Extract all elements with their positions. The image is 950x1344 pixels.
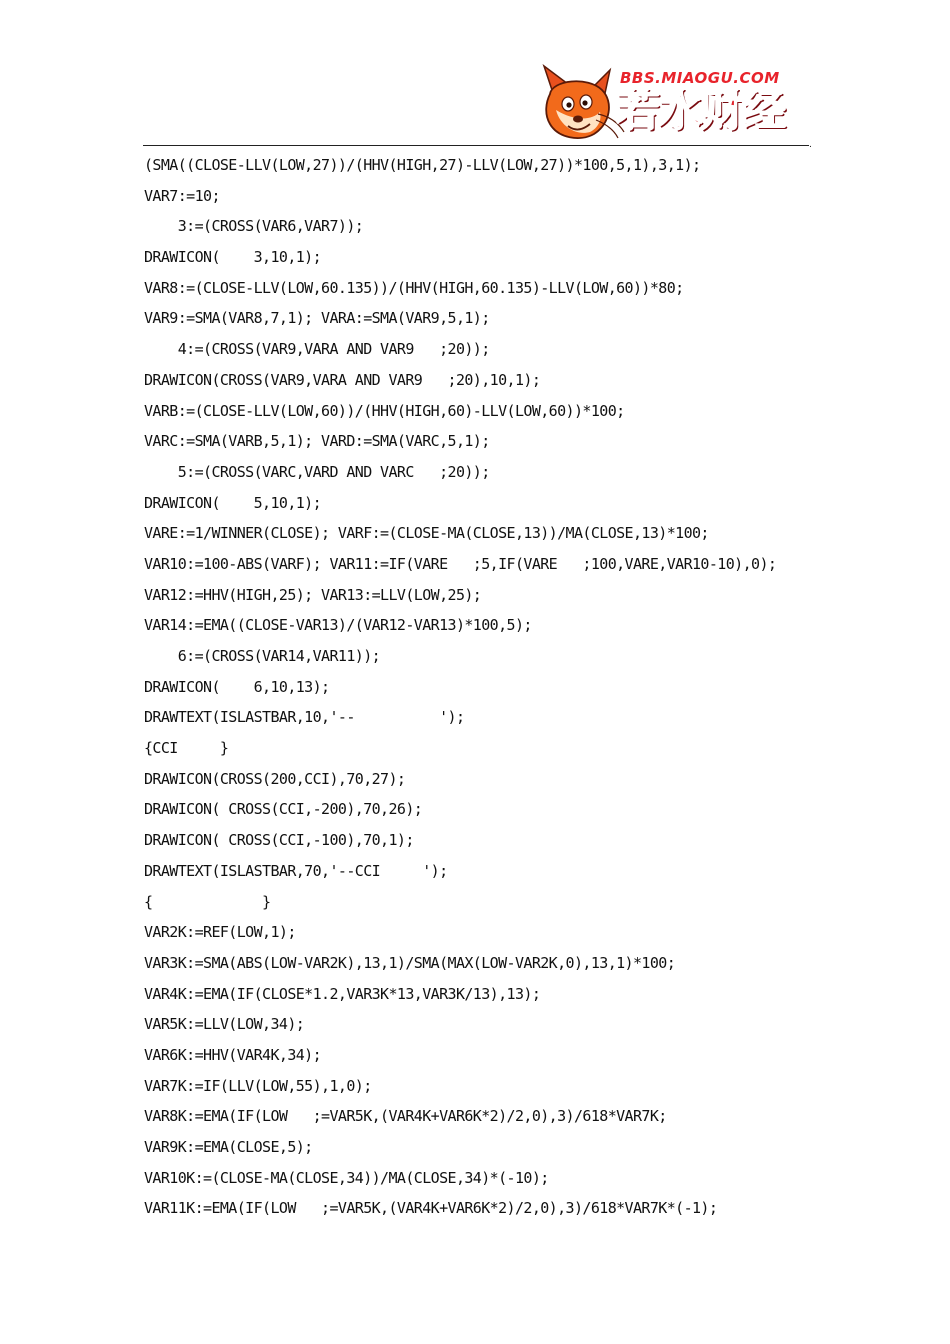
code-line: VAR8K:=EMA(IF(LOW ;=VAR5K,(VAR4K+VAR6K*2)/2,0),3)/618*VAR7K; bbox=[144, 1107, 667, 1126]
code-line: DRAWICON( 6,10,13); bbox=[144, 677, 330, 696]
code-line: 6:=(CROSS(VAR14,VAR11)); bbox=[144, 647, 381, 665]
code-line: DRAWICON( 3,10,1); bbox=[144, 248, 322, 267]
code-line: (SMA((CLOSE-LLV(LOW,27))/(HHV(HIGH,27)-LLV(LOW,27))*100,5,1),3,1); bbox=[144, 156, 701, 174]
code-line: VAR4K:=EMA(IF(CLOSE*1.2,VAR3K*13,VAR3K/13),13); bbox=[144, 984, 541, 1003]
header-divider bbox=[143, 145, 809, 146]
code-line: 5:=(CROSS(VARC,VARD AND VARC ;20)); bbox=[144, 462, 490, 481]
code-line: VAR10K:=(CLOSE-MA(CLOSE,34))/MA(CLOSE,34)*(-10); bbox=[144, 1168, 549, 1187]
code-line: VAR9:=SMA(VAR8,7,1); VARA:=SMA(VAR9,5,1); bbox=[144, 309, 490, 328]
code-line: DRAWICON( 5,10,1); bbox=[144, 493, 322, 512]
code-line: VAR11K:=EMA(IF(LOW ;=VAR5K,(VAR4K+VAR6K*2)/2,0),3)/618*VAR7K*(-1); bbox=[144, 1199, 718, 1218]
code-line: DRAWTEXT(ISLASTBAR,70,'--CCI '); bbox=[144, 861, 448, 880]
code-line: 3:=(CROSS(VAR6,VAR7)); bbox=[144, 217, 364, 236]
code-line: VAR6K:=HHV(VAR4K,34); bbox=[144, 1045, 322, 1064]
code-line: DRAWICON( CROSS(CCI,-200),70,26); bbox=[144, 800, 423, 819]
code-line: VAR8:=(CLOSE-LLV(LOW,60.135))/(HHV(HIGH,60.135)-LLV(LOW,60))*80; bbox=[144, 278, 684, 297]
header-divider-dot: . bbox=[809, 140, 812, 150]
logo-url-text: BBS.MIAOGU.COM bbox=[620, 69, 780, 87]
code-line: DRAWICON(CROSS(200,CCI),70,27); bbox=[144, 769, 406, 788]
code-line: VAR12:=HHV(HIGH,25); VAR13:=LLV(LOW,25); bbox=[144, 585, 482, 604]
code-line: VAR7:=10; bbox=[144, 186, 220, 205]
logo-title-text: 若水财经 bbox=[616, 85, 784, 136]
page-header bbox=[0, 0, 950, 150]
code-line: VAR3K:=SMA(ABS(LOW-VAR2K),13,1)/SMA(MAX(LOW-VAR2K,0),13,1)*100; bbox=[144, 953, 676, 972]
code-line: 4:=(CROSS(VAR9,VARA AND VAR9 ;20)); bbox=[144, 340, 490, 359]
code-line: DRAWTEXT(ISLASTBAR,10,'-- '); bbox=[144, 708, 465, 727]
code-line: VARB:=(CLOSE-LLV(LOW,60))/(HHV(HIGH,60)-LLV(LOW,60))*100; bbox=[144, 401, 625, 420]
code-line: VAR9K:=EMA(CLOSE,5); bbox=[144, 1138, 313, 1156]
code-line: VAR7K:=IF(LLV(LOW,55),1,0); bbox=[144, 1076, 372, 1095]
code-line: { } bbox=[144, 892, 271, 911]
code-line: VAR10:=100-ABS(VARF); VAR11:=IF(VARE ;5,IF(VARE ;100,VARE,VAR10-10),0); bbox=[144, 554, 777, 573]
code-line: VAR2K:=REF(LOW,1); bbox=[144, 923, 296, 942]
code-line: VAR5K:=LLV(LOW,34); bbox=[144, 1015, 305, 1034]
code-line: DRAWICON(CROSS(VAR9,VARA AND VAR9 ;20),10,1); bbox=[144, 370, 541, 389]
code-line: VARE:=1/WINNER(CLOSE); VARF:=(CLOSE-MA(CLOSE,13))/MA(CLOSE,13)*100; bbox=[144, 524, 709, 543]
site-logo[interactable] bbox=[538, 64, 808, 144]
code-line: {CCI } bbox=[144, 739, 229, 758]
code-line: DRAWICON( CROSS(CCI,-100),70,1); bbox=[144, 831, 414, 850]
code-line: VARC:=SMA(VARB,5,1); VARD:=SMA(VARC,5,1); bbox=[144, 432, 490, 451]
code-line: VAR14:=EMA((CLOSE-VAR13)/(VAR12-VAR13)*100,5); bbox=[144, 616, 532, 635]
formula-code-block bbox=[144, 150, 944, 1224]
fox-mascot-icon bbox=[538, 64, 628, 144]
